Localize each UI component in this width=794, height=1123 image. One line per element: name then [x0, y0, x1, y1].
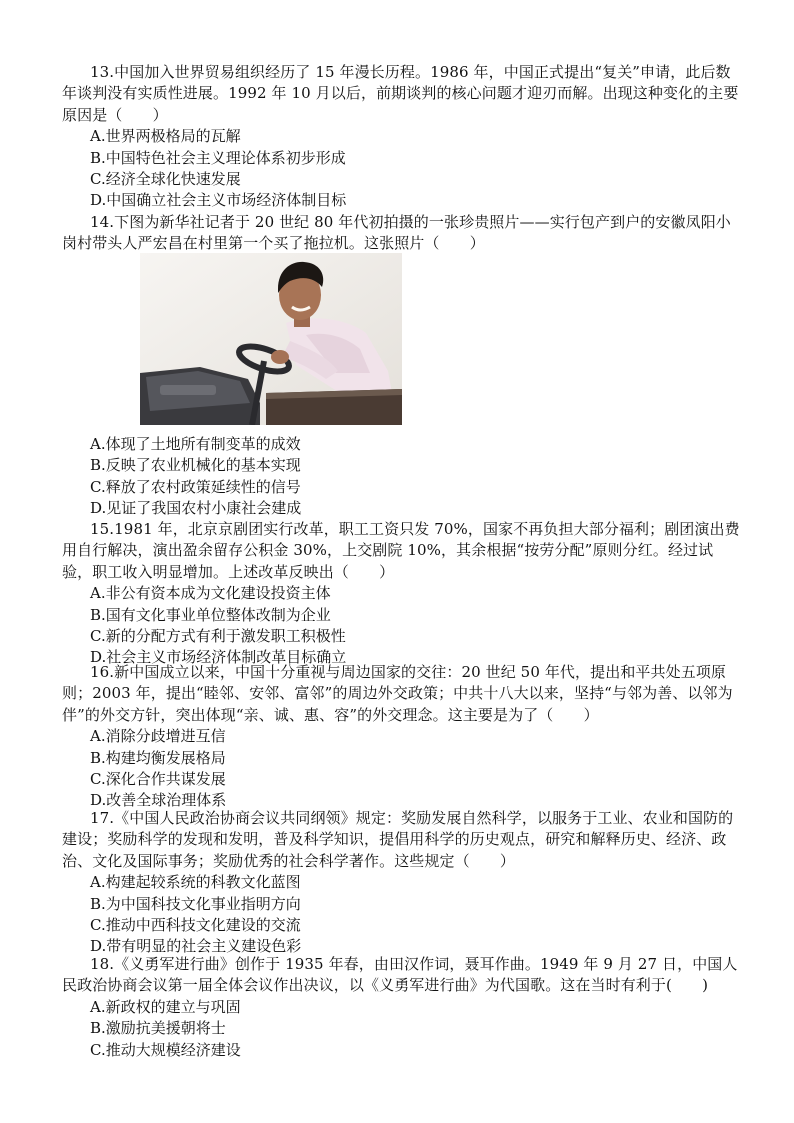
question-stem: 17.《中国人民政治协商会议共同纲领》规定：奖励发展自然科学，以服务于工业、农业和国防的建设；奖励科学的发现和发明，普及科学知识，提倡用科学的历史观点，研究和解释历史、经济、政治、文化及国际事务；奖励优秀的社会科学著作。这些规定（ ） [62, 809, 734, 870]
option-a: A.世界两极格局的瓦解 [90, 127, 241, 146]
question-14-options [62, 434, 742, 520]
option-a: A.非公有资本成为文化建设投资主体 [90, 584, 331, 603]
option-b: B.反映了农业机械化的基本实现 [90, 456, 301, 475]
question-stem: 14.下图为新华社记者于 20 世纪 80 年代初拍摄的一张珍贵照片——实行包产到户的安徽凤阳小岗村带头人严宏昌在村里第一个买了拖拉机。这张照片（ ） [62, 213, 731, 253]
option-b: B.为中国科技文化事业指明方向 [90, 894, 301, 913]
photo-farmer-on-tractor [140, 253, 402, 425]
option-c: C.新的分配方式有利于激发职工积极性 [90, 627, 346, 646]
option-d: D.中国确立社会主义市场经济体制目标 [90, 191, 347, 210]
option-a: A.体现了土地所有制变革的成效 [90, 435, 301, 453]
option-c: C.推动大规模经济建设 [90, 1040, 241, 1059]
question-stem: 16.新中国成立以来，中国十分重视与周边国家的交往：20 世纪 50 年代，提出和平共处五项原则；2003 年，提出“睦邻、安邻、富邻”的周边外交政策；中共十八大以来，坚持“与邻为善、以邻为伴”的外交方针，突出体现“亲、诚、惠、容”的外交理念。这主要是为了（ ） [62, 663, 733, 724]
question-16 [62, 662, 742, 812]
option-d: D.见证了我国农村小康社会建成 [90, 499, 302, 518]
option-a: A.构建起较系统的科教文化蓝图 [90, 873, 301, 892]
option-a: A.消除分歧增进互信 [90, 727, 226, 746]
option-b: B.构建均衡发展格局 [90, 748, 226, 767]
option-b: B.国有文化事业单位整体改制为企业 [90, 605, 331, 624]
option-a: A.新政权的建立与巩固 [90, 997, 241, 1016]
question-14 [62, 212, 742, 255]
question-stem: 15.1981 年，北京京剧团实行改革，职工工资只发 70%，国家不再负担大部分福利；剧团演出费用自行解决，演出盈余留存公积金 30%，上交剧院 10%，其余根据“按劳分配”原则分红。经过试验，职工收入明显增加。上述改革反映出（ ） [62, 520, 740, 581]
question-18 [62, 954, 742, 1061]
option-b: B.中国特色社会主义理论体系初步形成 [90, 148, 346, 167]
question-13 [62, 62, 742, 212]
option-d: D.改善全球治理体系 [90, 791, 227, 810]
option-d: D.带有明显的社会主义建设色彩 [90, 937, 302, 956]
option-c: C.释放了农村政策延续性的信号 [90, 477, 301, 496]
option-d: D.社会主义市场经济体制改革目标确立 [90, 648, 347, 667]
option-c: C.经济全球化快速发展 [90, 170, 241, 189]
option-b: B.激励抗美援朝将士 [90, 1019, 226, 1038]
option-c: C.推动中西科技文化建设的交流 [90, 916, 301, 935]
question-stem: 13.中国加入世界贸易组织经历了 15 年漫长历程。1986 年，中国正式提出“复关”申请，此后数年谈判没有实质性进展。1992 年 10 月以后，前期谈判的核心问题才迎刃而解。出现这种变化的主要原因是（ ） [62, 63, 739, 124]
question-stem: 18.《义勇军进行曲》创作于 1935 年春，由田汉作词，聂耳作曲。1949 年 9 月 27 日，中国人民政治协商会议第一届全体会议作出决议，以《义勇军进行曲》为代国歌。这在当时有利于( ) [62, 955, 738, 995]
question-17 [62, 808, 742, 958]
option-c: C.深化合作共谋发展 [90, 770, 226, 789]
question-15 [62, 519, 742, 669]
